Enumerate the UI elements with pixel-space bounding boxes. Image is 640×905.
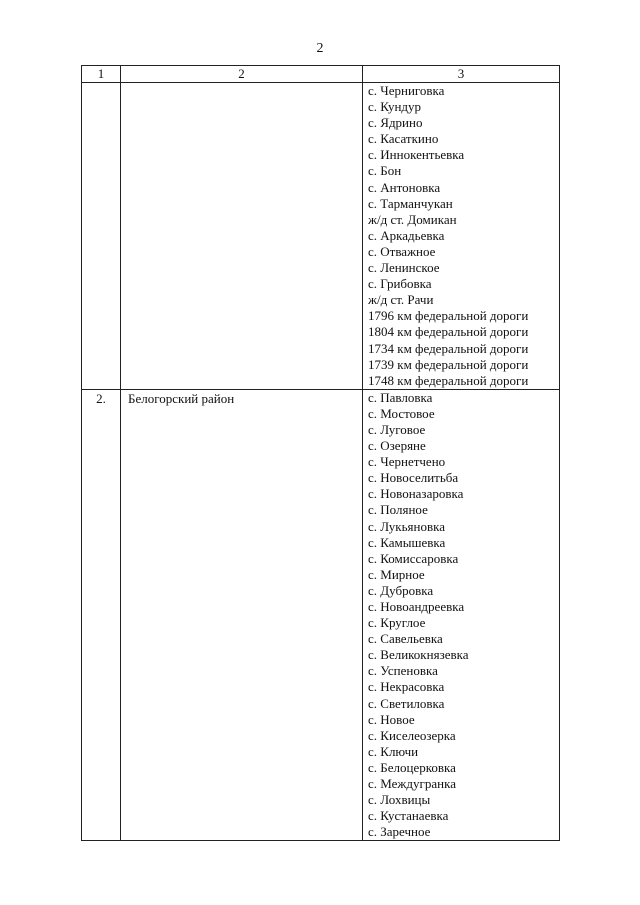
header-col-1: 1 <box>82 66 121 83</box>
table-row <box>82 389 560 841</box>
settlement-item: 1734 км федеральной дороги <box>368 340 529 356</box>
settlement-item: с. Бон <box>368 163 402 179</box>
settlement-item: 1796 км федеральной дороги <box>368 308 529 324</box>
settlement-item: с. Кустанаевка <box>368 808 449 824</box>
settlement-item: с. Светиловка <box>368 695 445 711</box>
settlement-item: с. Новоназаровка <box>368 486 464 502</box>
district-name: Белогорский район <box>121 389 363 841</box>
settlement-item: ж/д ст. Домикан <box>368 211 457 227</box>
settlement-item: с. Озеряне <box>368 438 426 454</box>
settlement-item: с. Мирное <box>368 566 425 582</box>
places-cell <box>363 83 560 390</box>
settlement-item: с. Успеновка <box>368 663 438 679</box>
header-col-2: 2 <box>121 66 363 83</box>
settlement-item: с. Савельевка <box>368 631 443 647</box>
settlement-item: с. Дубровка <box>368 582 434 598</box>
settlement-item: с. Ключи <box>368 743 419 759</box>
table-row <box>82 83 560 390</box>
row-number: 2. <box>82 389 121 841</box>
settlement-item: с. Отважное <box>368 243 436 259</box>
settlement-item: с. Луговое <box>368 421 426 437</box>
settlement-item: с. Камышевка <box>368 534 446 550</box>
settlement-item: с. Лохвицы <box>368 792 431 808</box>
settlement-item: с. Киселеозерка <box>368 727 456 743</box>
settlement-item: с. Поляное <box>368 502 428 518</box>
settlement-item: с. Ленинское <box>368 260 440 276</box>
district-name <box>121 83 363 390</box>
settlement-item: с. Чернетчено <box>368 454 446 470</box>
settlement-item: с. Касаткино <box>368 131 439 147</box>
settlement-item: с. Аркадьевка <box>368 227 445 243</box>
settlement-item: с. Заречное <box>368 824 431 840</box>
row-number <box>82 83 121 390</box>
settlement-item: с. Белоцерковка <box>368 759 456 775</box>
places-cell <box>363 389 560 841</box>
settlement-item: с. Грибовка <box>368 276 432 292</box>
settlement-item: с. Новоандреевка <box>368 599 465 614</box>
settlement-item: 1748 км федеральной дороги <box>368 372 529 388</box>
settlement-item: ж/д ст. Рачи <box>368 292 434 308</box>
settlement-item: с. Павловка <box>368 389 433 405</box>
settlement-item: 1739 км федеральной дороги <box>368 356 529 372</box>
settlement-item: с. Лукьяновка <box>368 518 445 534</box>
header-col-3: 3 <box>363 66 560 83</box>
settlement-item: с. Новоселитьба <box>368 470 459 486</box>
settlement-item: с. Черниговка <box>368 83 445 98</box>
settlements-table <box>81 65 560 841</box>
table-header-row <box>82 66 560 83</box>
settlement-item: с. Междугранка <box>368 776 456 792</box>
settlement-item: с. Великокнязевка <box>368 647 469 663</box>
settlement-item: с. Кундур <box>368 99 422 115</box>
page-number: 2 <box>316 41 324 56</box>
settlement-item: с. Ядрино <box>368 115 423 131</box>
settlement-item: 1804 км федеральной дороги <box>368 324 529 340</box>
settlement-item: с. Антоновка <box>368 179 441 195</box>
settlement-item: с. Комиссаровка <box>368 550 459 566</box>
settlement-item: с. Тарманчукан <box>368 195 453 211</box>
settlement-item: с. Мостовое <box>368 405 435 421</box>
settlement-item: с. Некрасовка <box>368 679 445 695</box>
settlement-item: с. Круглое <box>368 615 426 631</box>
settlement-item: с. Иннокентьевка <box>368 147 465 163</box>
settlement-item: с. Новое <box>368 711 415 727</box>
